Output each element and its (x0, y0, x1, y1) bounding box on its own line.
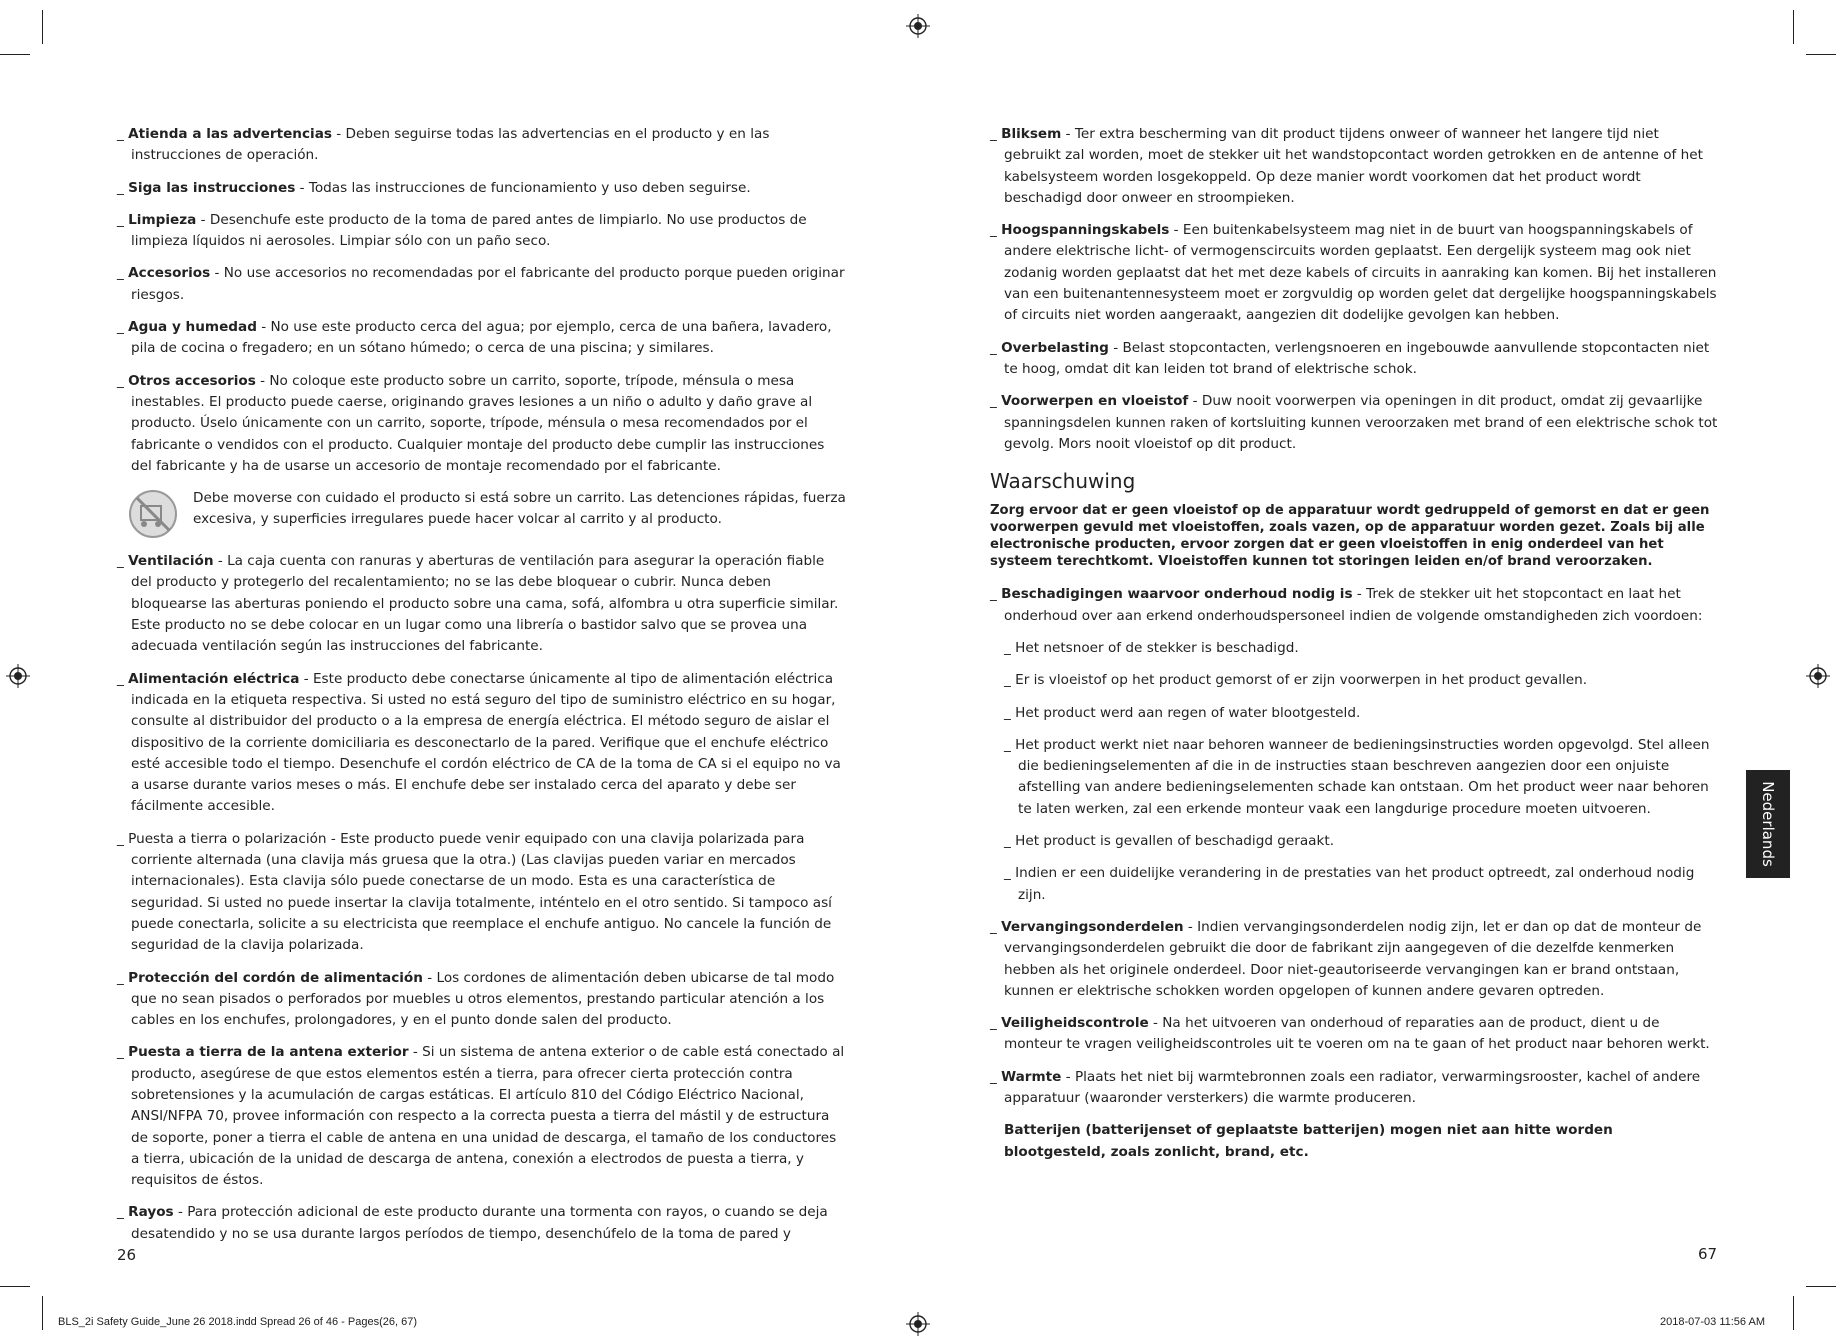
list-item: _ Otros accesorios - No coloque este producto sobre un carrito, soporte, trípode, ménsula o mesa inestables. El producto puede caerse, originando graves lesiones a un niño o adulto y daño grave al producto. Úselo únicamente con un carrito, soporte, trípode, ménsula o mesa recomendados por el fabricante o vendidos con el producto. Cualquier montaje del producto debe cumplir las instrucciones del fabricante y ha de usarse un accesorio de montaje recomendado por el fabricante. (117, 372, 825, 474)
item-title: Bliksem (1001, 126, 1062, 142)
sub-list-item: _ Het product werd aan regen of water blootgesteld. (1004, 704, 1361, 721)
crop-mark (42, 10, 43, 44)
list-item: _ Warmte - Plaats het niet bij warmtebronnen zoals een radiator, verwarmingsrooster, kachel of andere apparatuur (waaronder versterkers) die warmte produceren. (990, 1068, 1701, 1106)
registration-mark-icon (906, 1312, 930, 1336)
item-title: Alimentación eléctrica (128, 670, 300, 687)
service-item: _ Beschadigingen waarvoor onderhoud nodig is - Trek de stekker uit het stopcontact en laat het onderhoud over aan erkend onderhoudspersoneel indien de volgende omstandigheden zich voordoen: (990, 586, 1703, 624)
crop-mark (42, 1296, 43, 1330)
item-title: Voorwerpen en vloeistof (1001, 393, 1189, 410)
item-text: - No use este producto cerca del agua; por ejemplo, cerca de una bañera, lavadero, pila de cocina o fregadero; en un sótano húmedo; o cerca de una piscina; y similares. (131, 319, 832, 357)
list-item: _ Puesta a tierra de la antena exterior - Si un sistema de antena exterior o de cable está conectado al producto, asegúrese de que estos elementos estén a tierra, para ofrecer cierta protección contra sobretensiones y la acumulación de cargas estáticas. El artículo 810 del Código Eléctrico Nacional, ANSI/NFPA 70, provee información con respecto a la correcta puesta a tierra del mástil y de estructura de soporte, poner a tierra el cable de antena en una unidad de descarga, el tamaño de los conductores a tierra, ubicación de la unidad de descarga de antena, conexión a electrodos de puesta a tierra, y requisitos de éstos. (117, 1044, 845, 1189)
item-title: Rayos (128, 1204, 174, 1221)
item-text: - Duw nooit voorwerpen via openingen in dit product, omdat zij gevaarlijke spanningsdelen kunnen raken of kortsluiting kunnen veroorzaken met brand of een elektrische schok tot gevolg. Mors nooit vloeistof op dit product. (1004, 393, 1718, 452)
footer-timestamp: 2018-07-03 11:56 AM (1660, 1316, 1765, 1328)
service-title: Beschadigingen waarvoor onderhoud nodig is (1001, 586, 1353, 603)
item-text: - Todas las instrucciones de funcionamiento y uso deben seguirse. (295, 179, 751, 196)
item-title: Limpieza (128, 211, 197, 228)
battery-note: Batterijen (batterijenset of geplaatste batterijen) mogen niet aan hitte worden blootgesteld, zoals zonlicht, brand, etc. (1004, 1122, 1613, 1160)
list-item: _ Alimentación eléctrica - Este producto debe conectarse únicamente al tipo de alimentación eléctrica indicada en la etiqueta respectiva. Si usted no está seguro del tipo de suministro eléctrico en su hogar, consulte al distribuidor del producto o a la empresa de energía eléctrica. El método seguro de aislar el dispositivo de la corriente domiciliaria es desconectarlo de la pared. Verifique que el enchufe eléctrico esté accesible todo el tiempo. Desenchufe el cordón eléctrico de CA de la toma de CA si el equipo no va a usarse durante varios meses o más. El enchufe debe ser instalado cerca del aparato y debe ser fácilmente accesible. (117, 670, 841, 815)
list-item: _ Overbelasting - Belast stopcontacten, verlengsnoeren en ingebouwde aanvullende stopcontacten niet te hoog, omdat dit kan leiden tot brand of elektrische schok. (990, 339, 1710, 377)
item-text: Puesta a tierra o polarización - Este producto puede venir equipado con una clavija polarizada para corriente alternada (una clavija más gruesa que la otra.) (Las clavijas pueden variar en mercados internacionales). Esta clavija sólo puede conectarse de un modo. Esta es una característica de seguridad. Si usted no puede insertar la clavija totalmente, inténtelo en el otro sentido. Si tampoco así puede conectarla, solicite a su electricista que reemplace el enchufe antiguo. No cancele la función de seguridad de la clavija polarizada. (128, 830, 832, 954)
warning-heading: Waarschuwing (990, 469, 1136, 494)
sub-list-item: _ Het product is gevallen of beschadigd geraakt. (1004, 833, 1335, 850)
item-text: - Deben seguirse todas las advertencias en el producto y en las instrucciones de operación. (131, 126, 770, 164)
item-title: Accesorios (128, 265, 211, 282)
item-title: Veiligheidscontrole (1001, 1015, 1149, 1032)
item-title: Puesta a tierra de la antena exterior (128, 1044, 409, 1061)
list-item: _ Vervangingsonderdelen - Indien vervangingsonderdelen nodig zijn, let er dan op dat de monteur de vervangingsonderdelen gebruikt die door de fabrikant zijn aangegeven of die dezelfde kenmerken hebben als het originele onderdeel. Door niet-geautoriseerde vervangingen kan er brand ontstaan, kunnen er elektrische schokken worden opgelopen of kunnen andere gevaren optreden. (990, 918, 1702, 999)
page-number-right: 67 (1698, 1245, 1718, 1263)
sub-list-item: _ Het netsnoer of de stekker is beschadigd. (1004, 639, 1299, 656)
item-text: - No coloque este producto sobre un carrito, soporte, trípode, ménsula o mesa inestables. El producto puede caerse, originando graves lesiones a un niño o adulto y daño grave al producto. Úselo únicamente con un carrito, soporte, trípode, ménsula o mesa recomendados por el fabricante o vendidos con el producto. Cualquier montaje del producto debe cumplir las instrucciones del fabricante y ha de usarse un accesorio de montaje recomendado por el fabricante. (131, 372, 825, 474)
registration-mark-icon (906, 14, 930, 38)
item-title: Overbelasting (1001, 339, 1109, 356)
registration-mark-icon (1806, 664, 1830, 688)
sub-item-text: Het product werd aan regen of water blootgesteld. (1015, 704, 1361, 721)
item-text: - Desenchufe este producto de la toma de pared antes de limpiarlo. No use productos de limpieza líquidos ni aerosoles. Limpiar sólo con un paño seco. (131, 211, 807, 250)
crop-mark (1793, 1296, 1794, 1330)
crop-mark (0, 1286, 30, 1287)
left-page (117, 124, 846, 1256)
item-text: - Indien vervangingsonderdelen nodig zijn, let er dan op dat de monteur de vervangingsonderdelen gebruikt die door de fabrikant zijn aangegeven of die dezelfde kenmerken hebben als het originele onderdeel. Door niet-geautoriseerde vervangingen kan er brand ontstaan, kunnen er elektrische schokken worden opgelopen of kunnen andere gevaren optreden. (1004, 918, 1702, 999)
list-item: _ Puesta a tierra o polarización - Este producto puede venir equipado con una clavija polarizada para corriente alternada (una clavija más gruesa que la otra.) (Las clavijas pueden variar en mercados internacionales). Esta clavija sólo puede conectarse de un modo. Esta es una característica de seguridad. Si usted no puede insertar la clavija totalmente, inténtelo en el otro sentido. Si tampoco así puede conectarla, solicite a su electricista que reemplace el enchufe antiguo. No cancele la función de seguridad de la clavija polarizada. (117, 830, 832, 954)
list-item: _ Ventilación - La caja cuenta con ranuras y aberturas de ventilación para asegurar la operación fiable del producto y protegerlo del recalentamiento; no se las debe bloquear o cubrir. Nunca deben bloquearse las aberturas poniendo el producto sobre una cama, sofá, alfombra u otra superficie similar. Este producto no se debe colocar en un lugar como una librería o bastidor salvo que se provea una adecuada ventilación según las instrucciones del fabricante. (117, 553, 839, 655)
cart-warning-text: Debe moverse con cuidado el producto si está sobre un carrito. Las detenciones rápidas, fuerza excesiva, y superficies irregulares puede hacer volcar al carrito y al producto. (193, 490, 846, 528)
right-page (990, 124, 1718, 1163)
sub-list-item: _ Het product werkt niet naar behoren wanneer de bedieningsinstructies worden opgevolgd. Stel alleen die bedieningselementen af die in de instructies staan beschreven aangezien door een onjuiste afstelling van andere bedieningselementen schade kan ontstaan. Om het product weer naar behoren te laten werken, zal een erkende monteur vaak een langdurige procedure moeten uitvoeren. (1004, 736, 1710, 817)
item-text: - Este producto debe conectarse únicamente al tipo de alimentación eléctrica indicada en la etiqueta respectiva. Si usted no está seguro del tipo de suministro eléctrico en su hogar, consulte al distribuidor del producto o a la empresa de energía eléctrica. El método seguro de aislar el dispositivo de la corriente domiciliaria es desconectarlo de la pared. Verifique que el enchufe eléctrico esté accesible todo el tiempo. Desenchufe el cordón eléctrico de CA de la toma de CA si el equipo no va a usarse durante varios meses o más. El enchufe debe ser instalado cerca del aparato y debe ser fácilmente accesible. (131, 670, 841, 815)
language-tab-label: Nederlands (1759, 781, 1778, 867)
cart-warning (127, 488, 846, 540)
list-item: _ Bliksem - Ter extra bescherming van dit product tijdens onweer of wanneer het langere tijd niet gebruikt zal worden, moet de stekker uit het wandstopcontact worden getrokken en de antenne of het kabelsysteem worden losgekoppeld. Op deze manier wordt voorkomen dat het product wordt beschadigd door onweer en stroompieken. (990, 126, 1703, 206)
list-item: _ Veiligheidscontrole - Na het uitvoeren van onderhoud of reparaties aan de product, dient u de monteur te vragen veiligheidscontroles uit te voeren om na te gaan of het product naar behoren werkt. (990, 1015, 1710, 1053)
item-text: - Een buitenkabelsysteem mag niet in de buurt van hoogspanningskabels of andere elektrische licht- of vermogenscircuits worden geplaatst. Een dergelijk systeem mag ook niet zodanig worden geplaatst dat het met deze kabels of circuits in aanraking kan komen. Bij het installeren van een buitenantennesysteem moet er zorgvuldig op worden gelet dat dergelijke hoogspanningskabels of circuits niet worden aangeraakt, aangezien dit dodelijke gevolgen kan hebben. (1004, 222, 1717, 324)
warning-body: Zorg ervoor dat er geen vloeistof op de apparatuur wordt gedruppeld of gemorst en dat er geen voorwerpen gevuld met vloeistoffen, zoals vazen, op de apparatuur worden gezet. Zoals bij alle electronische producten, ervoor zorgen dat er geen vloeistoffen in enig onderdeel van het systeem terechtkomt. Vloeistoffen kunnen tot storingen leiden en/of brand veroorzaken. (990, 503, 1710, 569)
item-text: - Belast stopcontacten, verlengsnoeren en ingebouwde aanvullende stopcontacten niet te hoog, omdat dit kan leiden tot brand of elektrische schok. (1004, 339, 1710, 377)
list-item: _ Accesorios - No use accesorios no recomendadas por el fabricante del producto porque pueden originar riesgos. (117, 265, 845, 303)
item-title: Agua y humedad (128, 319, 257, 336)
item-text: - Para protección adicional de este producto durante una tormenta con rayos, o cuando se deja desatendido y no se usa durante largos períodos de tiempo, desenchúfelo de la toma de pared y (131, 1204, 828, 1242)
crop-mark (1806, 1286, 1836, 1287)
list-item: _ Atienda a las advertencias - Deben seguirse todas las advertencias en el producto y en las instrucciones de operación. (117, 126, 770, 164)
list-item: _ Hoogspanningskabels - Een buitenkabelsysteem mag niet in de buurt van hoogspanningskabels of andere elektrische licht- of vermogenscircuits worden geplaatst. Een dergelijk systeem mag ook niet zodanig worden geplaatst dat het met deze kabels of circuits in aanraking kan komen. Bij het installeren van een buitenantennesysteem moet er zorgvuldig op worden gelet dat dergelijke hoogspanningskabels of circuits niet worden aangeraakt, aangezien dit dodelijke gevolgen kan hebben. (990, 222, 1717, 324)
page-number-left: 26 (117, 1246, 137, 1264)
sub-item-text: Indien er een duidelijke verandering in de prestaties van het product optreedt, zal onderhoud nodig zijn. (1015, 865, 1695, 903)
item-title: Warmte (1001, 1068, 1062, 1085)
list-item: _ Protección del cordón de alimentación - Los cordones de alimentación deben ubicarse de tal modo que no sean pisados o perforados por muebles u otros elementos, prestando particular atención a los cables en los enchufes, prolongadores, y en el punto donde salen del producto. (117, 969, 835, 1029)
item-title: Protección del cordón de alimentación (128, 969, 423, 986)
item-title: Siga las instrucciones (128, 179, 296, 196)
footer-file-info: BLS_2i Safety Guide_June 26 2018.indd Spread 26 of 46 - Pages(26, 67) (58, 1316, 417, 1328)
list-item: _ Rayos - Para protección adicional de este producto durante una tormenta con rayos, o cuando se deja desatendido y no se usa durante largos períodos de tiempo, desenchúfelo de la toma de pared y (117, 1204, 828, 1242)
service-text: - Trek de stekker uit het stopcontact en laat het onderhoud over aan erkend onderhoudspersoneel indien de volgende omstandigheden zich voordoen: (1004, 586, 1703, 624)
item-text: - Plaats het niet bij warmtebronnen zoals een radiator, verwarmingsrooster, kachel of andere apparatuur (waaronder versterkers) die warmte produceren. (1004, 1068, 1701, 1106)
sub-list-item: _ Indien er een duidelijke verandering in de prestaties van het product optreedt, zal onderhoud nodig zijn. (1004, 865, 1695, 903)
sub-item-text: Het netsnoer of de stekker is beschadigd. (1015, 639, 1299, 656)
list-item: _ Limpieza - Desenchufe este producto de la toma de pared antes de limpiarlo. No use productos de limpieza líquidos ni aerosoles. Limpiar sólo con un paño seco. (117, 211, 807, 250)
language-tab (1746, 770, 1790, 878)
item-text: - Los cordones de alimentación deben ubicarse de tal modo que no sean pisados o perforados por muebles u otros elementos, prestando particular atención a los cables en los enchufes, prolongadores, y en el punto donde salen del producto. (131, 969, 835, 1029)
item-title: Hoogspanningskabels (1001, 222, 1170, 239)
item-title: Atienda a las advertencias (128, 126, 332, 142)
sub-item-text: Het product werkt niet naar behoren wanneer de bedieningsinstructies worden opgevolgd. Stel alleen die bedieningselementen af die in de instructies staan beschreven aangezien door een onjuiste afstelling van andere bedieningselementen schade kan ontstaan. Om het product weer naar behoren te laten werken, zal een erkende monteur vaak een langdurige procedure moeten uitvoeren. (1015, 736, 1710, 817)
item-title: Vervangingsonderdelen (1001, 918, 1184, 935)
item-text: - Ter extra bescherming van dit product tijdens onweer of wanneer het langere tijd niet gebruikt zal worden, moet de stekker uit het wandstopcontact worden getrokken en de antenne of het kabelsysteem worden losgekoppeld. Op deze manier wordt voorkomen dat het product wordt beschadigd door onweer en stroompieken. (1004, 126, 1703, 206)
list-item: _ Voorwerpen en vloeistof - Duw nooit voorwerpen via openingen in dit product, omdat zij gevaarlijke spanningsdelen kunnen raken of kortsluiting kunnen veroorzaken met brand of een elektrische schok tot gevolg. Mors nooit vloeistof op dit product. (990, 393, 1718, 452)
sub-item-text: Er is vloeistof op het product gemorst of er zijn voorwerpen in het product gevallen. (1015, 672, 1588, 689)
list-item: _ Siga las instrucciones - Todas las instrucciones de funcionamiento y uso deben seguirse. (117, 179, 751, 196)
sub-list-item: _ Er is vloeistof op het product gemorst of er zijn voorwerpen in het product gevallen. (1004, 672, 1588, 689)
item-title: Ventilación (128, 553, 214, 570)
registration-mark-icon (6, 664, 30, 688)
item-text: - La caja cuenta con ranuras y aberturas de ventilación para asegurar la operación fiable del producto y protegerlo del recalentamiento; no se las debe bloquear o cubrir. Nunca deben bloquearse las aberturas poniendo el producto sobre una cama, sofá, alfombra u otra superficie similar. Este producto no se debe colocar en un lugar como una librería o bastidor salvo que se provea una adecuada ventilación según las instrucciones del fabricante. (131, 553, 839, 655)
item-text: - Na het uitvoeren van onderhoud of reparaties aan de product, dient u de monteur te vragen veiligheidscontroles uit te voeren om na te gaan of het product naar behoren werkt. (1004, 1015, 1710, 1053)
item-title: Otros accesorios (128, 372, 256, 389)
cart-warning-icon (127, 488, 179, 540)
list-item: _ Agua y humedad - No use este producto cerca del agua; por ejemplo, cerca de una bañera, lavadero, pila de cocina o fregadero; en un sótano húmedo; o cerca de una piscina; y similares. (117, 319, 832, 357)
item-text: - No use accesorios no recomendadas por el fabricante del producto porque pueden originar riesgos. (131, 265, 845, 303)
crop-mark (1793, 10, 1794, 44)
crop-mark (0, 54, 30, 55)
sub-item-text: Het product is gevallen of beschadigd geraakt. (1015, 833, 1335, 850)
crop-mark (1806, 54, 1836, 55)
item-text: - Si un sistema de antena exterior o de cable está conectado al producto, asegúrese de que estos elementos estén a tierra, para ofrecer cierta protección contra sobretensiones y la acumulación de cargas estáticas. El artículo 810 del Código Eléctrico Nacional, ANSI/NFPA 70, provee información con respecto a la correcta puesta a tierra del mástil y de estructura de soporte, poner a tierra el cable de antena en una unidad de descarga, el tamaño de los conductores a tierra, ubicación de la unidad de descarga de antena, conexión a electrodos de puesta a tierra, y requisitos de éstos. (131, 1044, 845, 1189)
